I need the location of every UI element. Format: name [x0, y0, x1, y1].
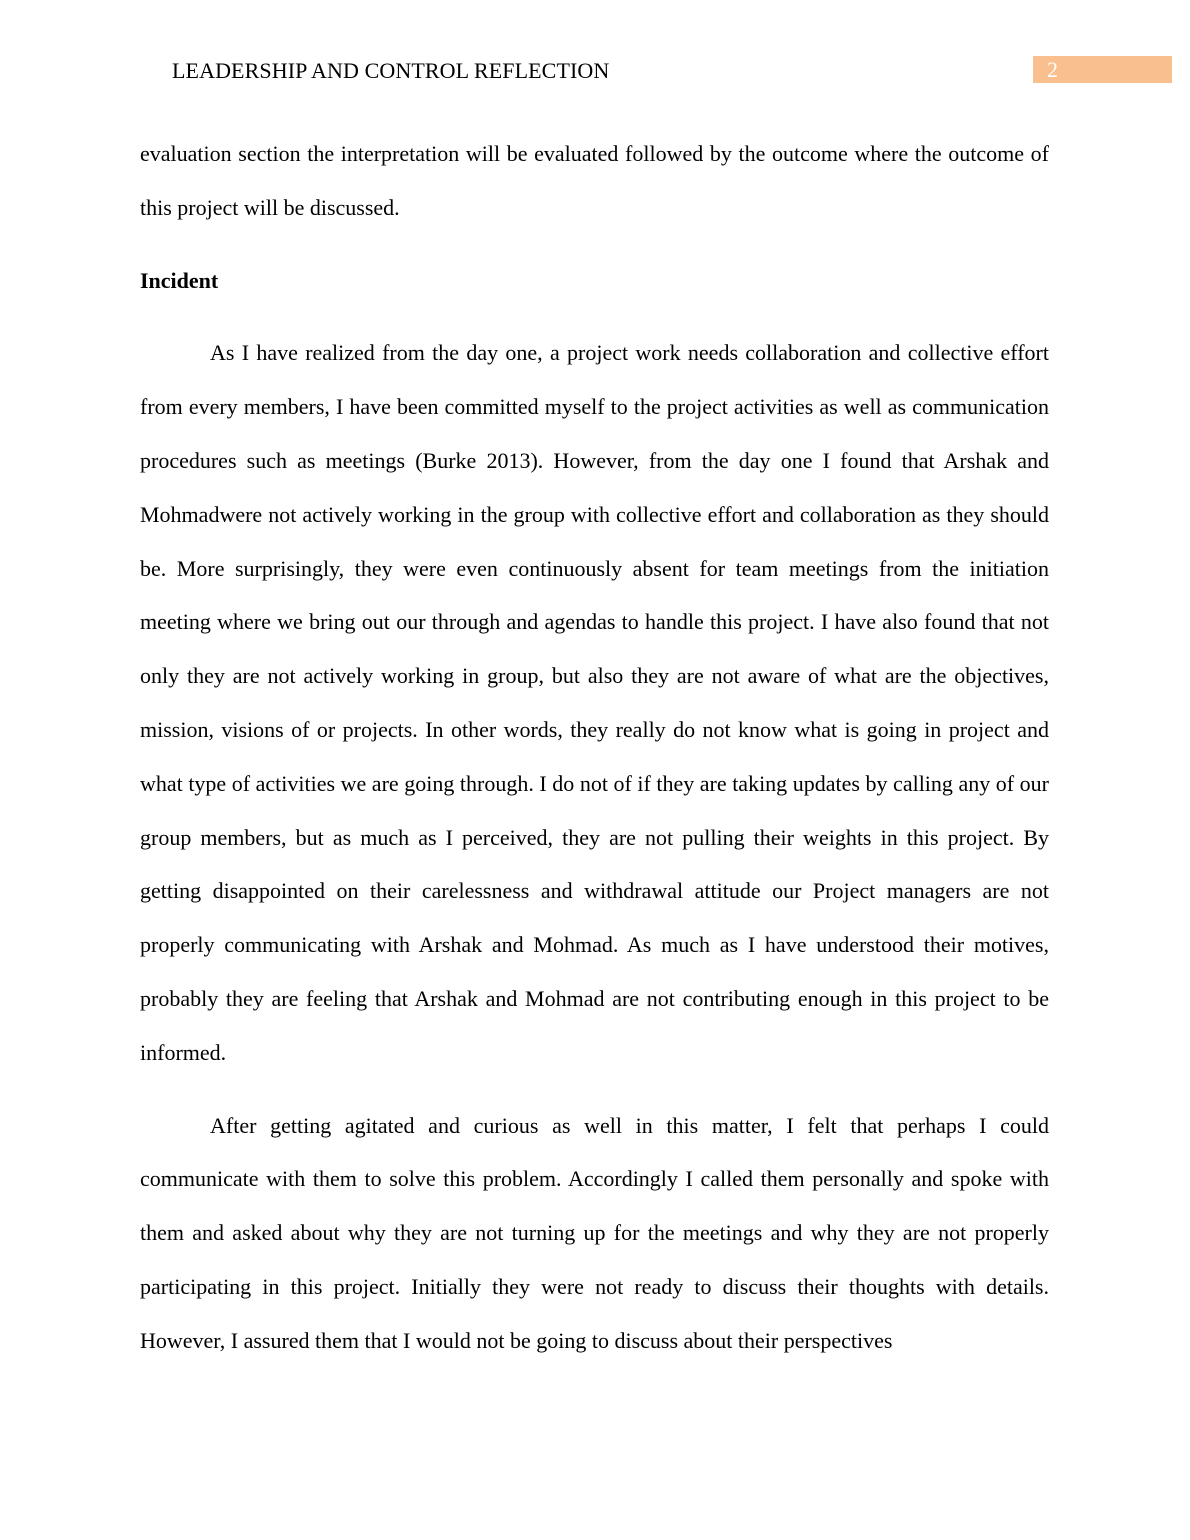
running-head: LEADERSHIP AND CONTROL REFLECTION [172, 58, 610, 83]
page-number: 2 [1047, 57, 1058, 82]
document-body [140, 127, 1049, 1368]
paragraph-incident-1: As I have realized from the day one, a project work needs collaboration and collective effort from every members, I have been committed myself to the project activities as well as communication procedures such as meetings (Burke 2013). However, from the day one I found that Arshak and Mohmadwere not actively working in the group with collective effort and collaboration as they should be. More surprisingly, they were even continuously absent for team meetings from the initiation meeting where we bring out our through and agendas to handle this project. I have also found that not only they are not actively working in group, but also they are not aware of what are the objectives, mission, visions of or projects. In other words, they really do not know what is going in project and what type of activities we are going through. I do not of if they are taking updates by calling any of our group members, but as much as I perceived, they are not pulling their weights in this project. By getting disappointed on their carelessness and withdrawal attitude our Project managers are not properly communicating with Arshak and Mohmad. As much as I have understood their motives, probably they are feeling that Arshak and Mohmad are not contributing enough in this project to be informed. [140, 340, 1049, 1065]
paragraph-intro: evaluation section the interpretation will be evaluated followed by the outcome where the outcome of this project will be discussed. [140, 141, 1049, 220]
paragraph-incident-2: After getting agitated and curious as well in this matter, I felt that perhaps I could communicate with them to solve this problem. Accordingly I called them personally and spoke with them and asked about why they are not turning up for the meetings and why they are not properly participating in this project. Initially they were not ready to discuss their thoughts with details. However, I assured them that I would not be going to discuss about their perspectives [140, 1112, 1049, 1353]
section-heading-incident: Incident [140, 267, 219, 293]
page-number-box [1033, 56, 1172, 83]
